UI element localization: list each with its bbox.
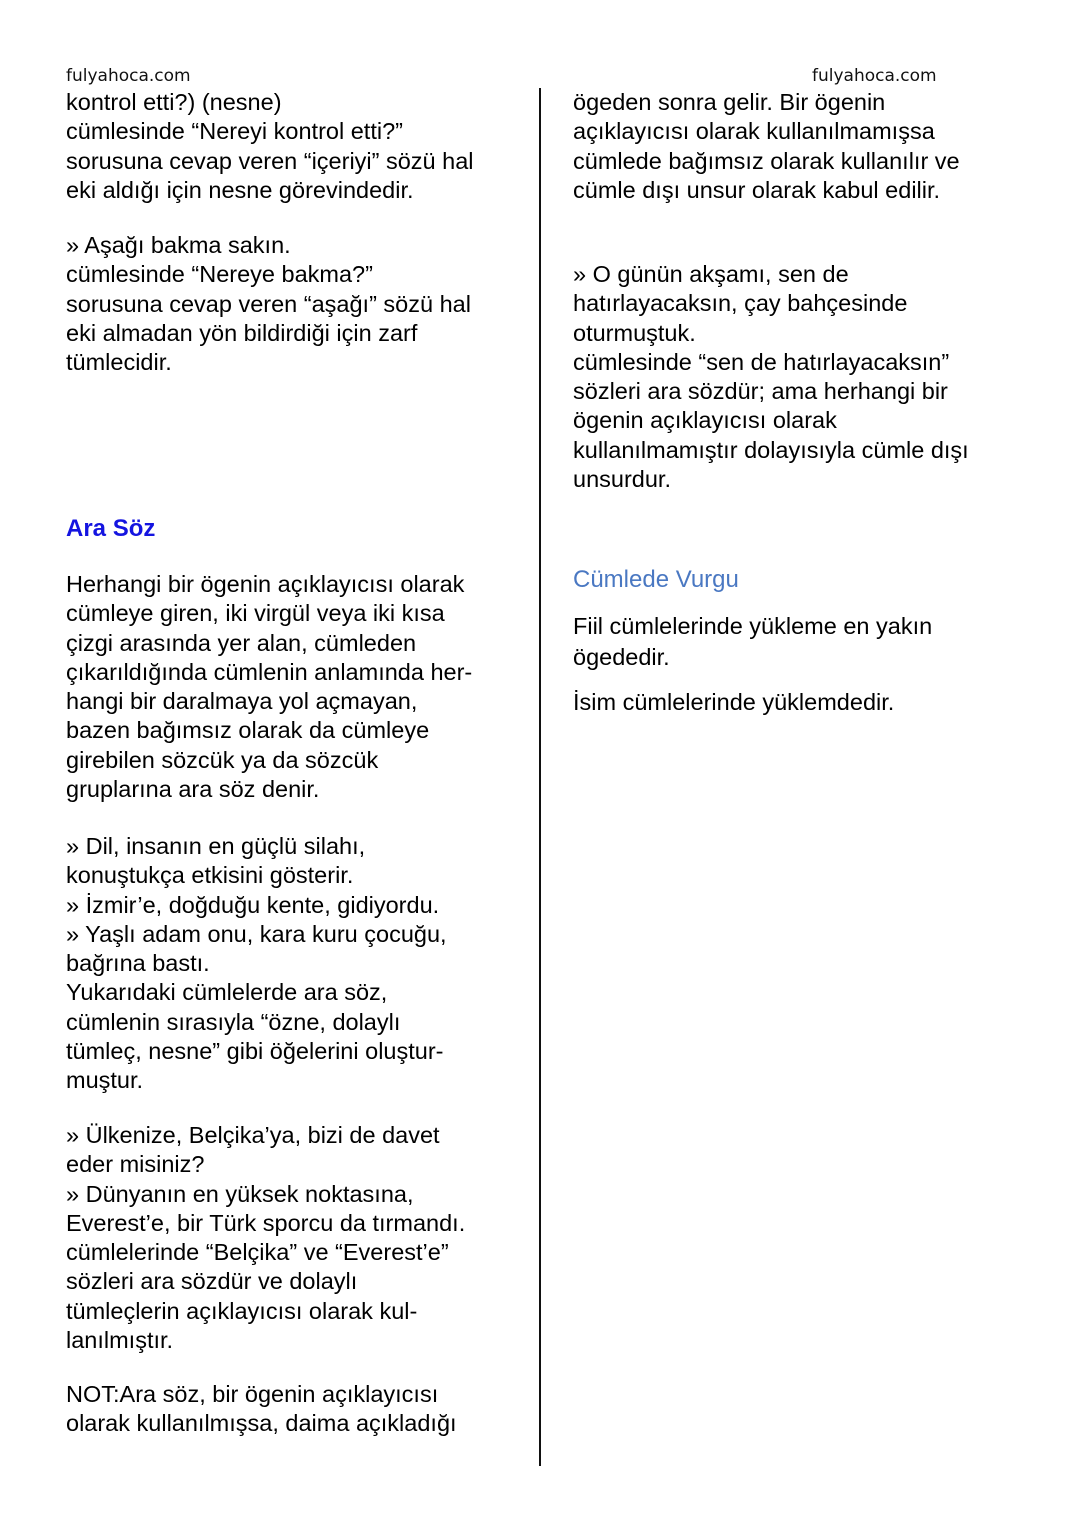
text-line: sözleri ara sözdür ve dolaylı xyxy=(66,1268,358,1295)
text-line: » Aşağı bakma sakın. xyxy=(66,232,291,258)
text-line: tümleçlerin açıklayıcısı olarak kul- xyxy=(66,1297,418,1324)
text-line: tümleç, nesne” gibi öğelerini oluştur- xyxy=(66,1038,444,1065)
text-line: ögeden sonra gelir. Bir ögenin xyxy=(573,89,886,115)
text-line: kontrol etti?) (nesne) xyxy=(66,89,282,115)
text-line: Yukarıdaki cümlelerde ara söz, xyxy=(66,979,388,1006)
text-line: cümleye giren, iki virgül veya iki kısa xyxy=(66,600,445,627)
text-line: » O günün akşamı, sen de xyxy=(573,261,849,287)
text-line: » Dünyanın en yüksek noktasına, xyxy=(66,1180,414,1207)
paragraph-dolayli-examples xyxy=(66,1121,465,1355)
text-line: hangi bir daralmaya yol açmayan, xyxy=(66,688,418,715)
text-line: İsim cümlelerinde yüklemdedir. xyxy=(573,689,895,715)
text-line: olarak kullanılmışsa, daima açıkladığı xyxy=(66,1410,457,1437)
column-divider xyxy=(539,88,541,1466)
text-line: » Ülkenize, Belçika’ya, bizi de davet xyxy=(66,1122,440,1148)
text-line: ögenin açıklayıcısı olarak xyxy=(573,407,837,434)
text-line: çıkarıldığında cümlenin anlamında her- xyxy=(66,658,473,685)
paragraph-isim-vurgu xyxy=(573,688,894,717)
text-line: unsurdur. xyxy=(573,466,671,493)
text-line: Herhangi bir ögenin açıklayıcısı olarak xyxy=(66,571,465,597)
text-line: oturmuştuk. xyxy=(573,319,696,346)
text-line: muştur. xyxy=(66,1067,144,1094)
text-line: cümlesinde “sen de hatırlayacaksın” xyxy=(573,348,950,375)
text-line: bağrına bastı. xyxy=(66,950,210,977)
text-line: cümlelerinde “Belçika” ve “Everest’e” xyxy=(66,1239,449,1266)
text-line: ögededir. xyxy=(573,644,670,670)
text-line: sözleri ara sözdür; ama herhangi bir xyxy=(573,378,948,405)
text-line: sorusuna cevap veren “içeriyi” sözü hal xyxy=(66,147,474,174)
paragraph-cumle-disi-example xyxy=(573,260,969,494)
paragraph-fiil-vurgu xyxy=(573,611,932,673)
text-line: Everest’e, bir Türk sporcu da tırmandı. xyxy=(66,1209,466,1236)
header-site-right: fulyahoca.com xyxy=(812,66,937,86)
header-site-left: fulyahoca.com xyxy=(66,66,191,86)
text-line: konuştukça etkisini gösterir. xyxy=(66,862,354,889)
text-line: eder misiniz? xyxy=(66,1151,205,1178)
heading-cumlede-vurgu: Cümlede Vurgu xyxy=(573,566,739,593)
text-line: hatırlayacaksın, çay bahçesinde xyxy=(573,290,908,317)
text-line: » Yaşlı adam onu, kara kuru çocuğu, xyxy=(66,920,447,947)
text-line: Fiil cümlelerinde yükleme en yakın xyxy=(573,613,933,639)
text-line: bazen bağımsız olarak da cümleye xyxy=(66,717,430,744)
text-line: tümlecidir. xyxy=(66,349,172,376)
text-line: eki almadan yön bildirdiği için zarf xyxy=(66,319,418,346)
text-line: cümlenin sırasıyla “özne, dolaylı xyxy=(66,1008,401,1035)
text-line: cümle dışı unsur olarak kabul edilir. xyxy=(573,176,941,203)
text-line: gruplarına ara söz denir. xyxy=(66,776,320,803)
text-line: cümlesinde “Nereye bakma?” xyxy=(66,261,373,288)
text-line: » Dil, insanın en güçlü silahı, xyxy=(66,833,366,859)
text-line: » İzmir’e, doğduğu kente, gidiyordu. xyxy=(66,891,440,918)
text-line: sorusuna cevap veren “aşağı” sözü hal xyxy=(66,290,471,317)
text-line: kullanılmamıştır dolayısıyla cümle dışı xyxy=(573,436,969,463)
text-line: eki aldığı için nesne görevindedir. xyxy=(66,176,414,203)
text-line: çizgi arasında yer alan, cümleden xyxy=(66,629,417,656)
text-line: girebilen sözcük ya da sözcük xyxy=(66,746,379,773)
text-line: NOT:Ara söz, bir ögenin açıklayıcısı xyxy=(66,1381,439,1407)
paragraph-note-continued xyxy=(573,88,960,205)
heading-ara-soz: Ara Söz xyxy=(66,515,156,542)
paragraph-ara-soz-definition xyxy=(66,570,472,804)
text-line: lanılmıştır. xyxy=(66,1327,174,1354)
paragraph-ara-soz-examples xyxy=(66,832,447,1096)
text-line: cümlesinde “Nereyi kontrol etti?” xyxy=(66,118,403,145)
paragraph-zarf-example xyxy=(66,231,471,377)
text-line: açıklayıcısı olarak kullanılmamışsa xyxy=(573,118,935,145)
paragraph-nesne-example xyxy=(66,88,474,205)
paragraph-note xyxy=(66,1380,457,1439)
text-line: cümlede bağımsız olarak kullanılır ve xyxy=(573,147,960,174)
